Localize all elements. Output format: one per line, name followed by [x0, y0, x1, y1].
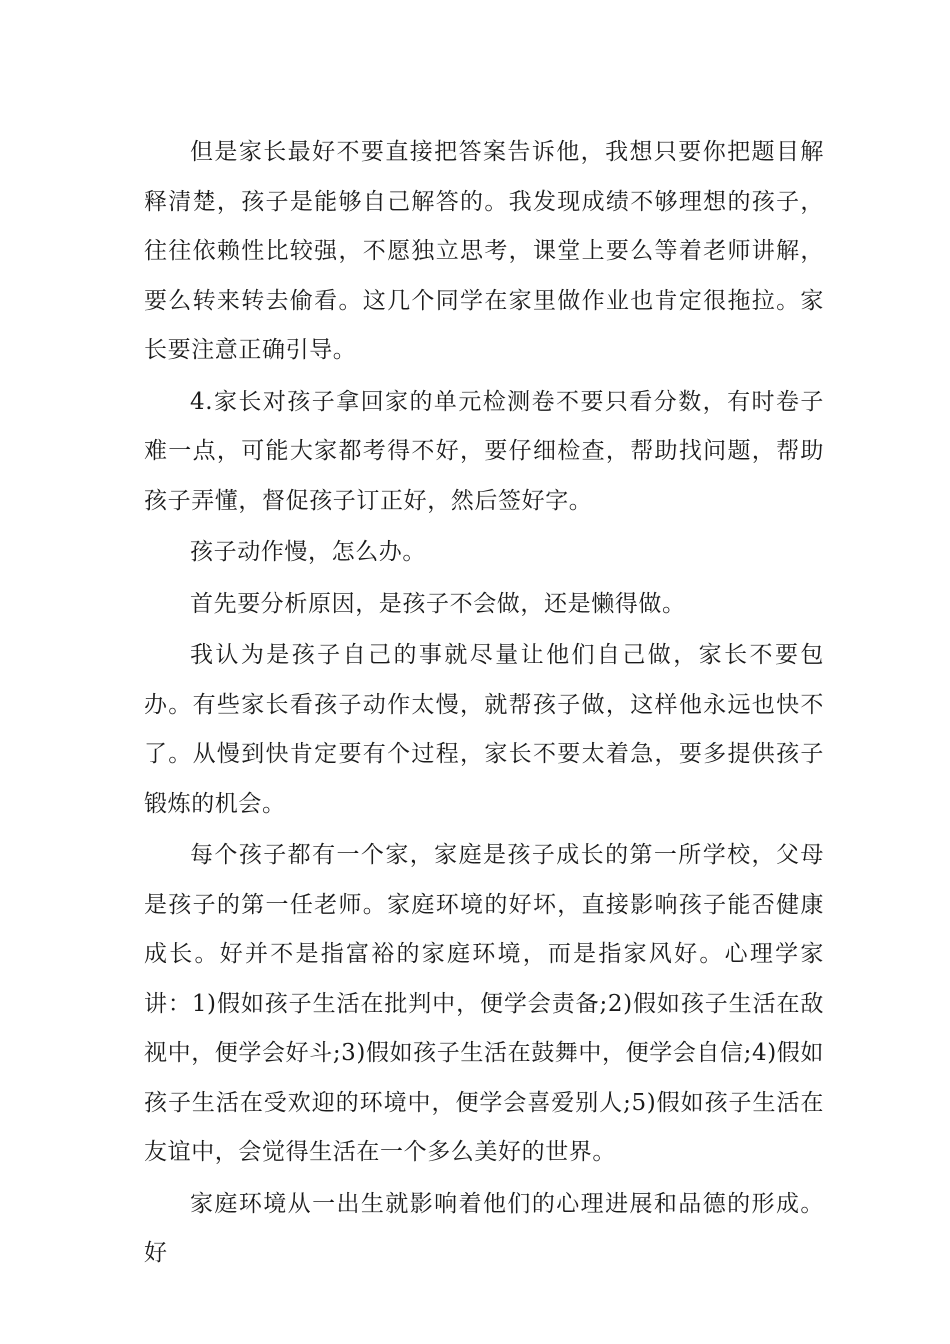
paragraph-family-environment: 家庭环境从一出生就影响着他们的心理进展和品德的形成。好: [144, 1190, 824, 1266]
paragraph-analyze-cause: 首先要分析原因，是孩子不会做，还是懒得做。: [190, 590, 686, 617]
document-body: [144, 128, 824, 1279]
paragraph-slow-action-question: 孩子动作慢，怎么办。: [190, 539, 426, 565]
paragraph-family-school: 每个孩子都有一个家，家庭是孩子成长的第一所学校，父母是孩子的第一任老师。家庭环境的好坏，直接影响孩子能否健康成长。好并不是指富裕的家庭环境，而是指家风好。心理学家讲：1)假如孩子生活在批判中，便学会责备;2)假如孩子生活在敌视中，便学会好斗;3)假如孩子生活在鼓舞中，便学会自信;4)假如孩子生活在受欢迎的环境中，便学会喜爱别人;5)假如孩子生活在友谊中，会觉得生活在一个多么美好的世界。: [144, 842, 824, 1165]
paragraph-let-children-do: 我认为是孩子自己的事就尽量让他们自己做，家长不要包办。有些家长看孩子动作太慢，就帮孩子做，这样他永远也快不了。从慢到快肯定要有个过程，家长不要太着急，要多提供孩子锻炼的机会。: [144, 642, 824, 817]
paragraph-test-papers: 4.家长对孩子拿回家的单元检测卷不要只看分数，有时卷子难一点，可能大家都考得不好，要仔细检查，帮助找问题，帮助孩子弄懂，督促孩子订正好，然后签好字。: [144, 388, 824, 514]
paragraph-answer-guidance: 但是家长最好不要直接把答案告诉他，我想只要你把题目解释清楚，孩子是能够自己解答的。我发现成绩不够理想的孩子，往往依赖性比较强，不愿独立思考，课堂上要么等着老师讲解，要么转来转去偷看。这几个同学在家里做作业也肯定很拖拉。家长要注意正确引导。: [144, 139, 824, 363]
